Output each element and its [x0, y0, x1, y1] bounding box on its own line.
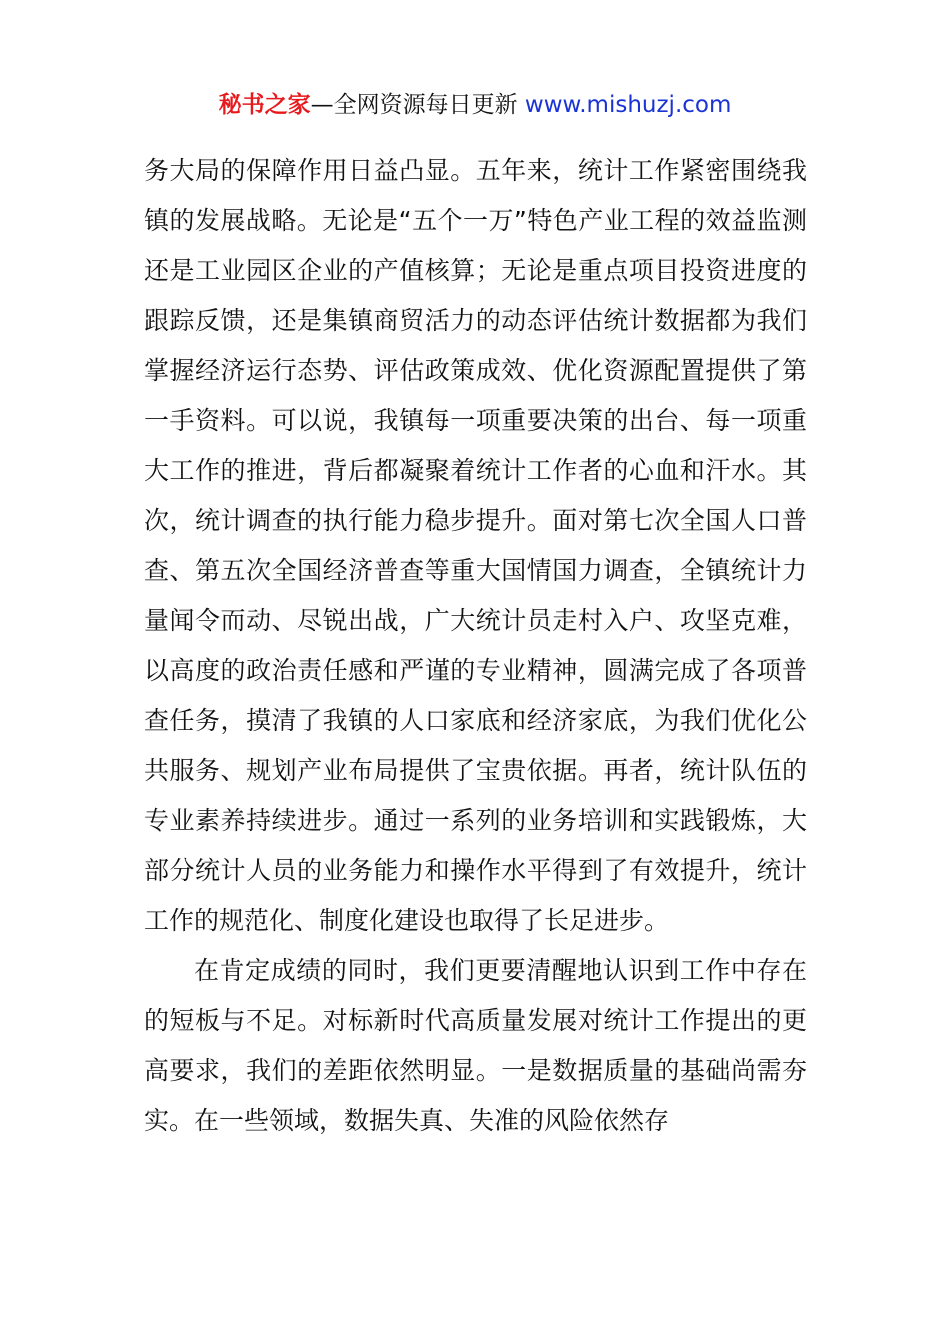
document-body [144, 146, 807, 1146]
site-name: 秘书之家 [218, 92, 311, 118]
site-url-link[interactable]: www.mishuzj.com [524, 92, 732, 118]
paragraph-achievements: 务大局的保障作用日益凸显。五年来，统计工作紧密围绕我镇的发展战略。无论是“五个一万”特色产业工程的效益监测还是工业园区企业的产值核算；无论是重点项目投资进度的跟踪反馈，还是集镇商贸活力的动态评估统计数据都为我们掌握经济运行态势、评估政策成效、优化资源配置提供了第一手资料。可以说，我镇每一项重要决策的出台、每一项重大工作的推进，背后都凝聚着统计工作者的心血和汗水。其次，统计调查的执行能力稳步提升。面对第七次全国人口普查、第五次全国经济普查等重大国情国力调查，全镇统计力量闻令而动、尽锐出战，广大统计员走村入户、攻坚克难，以高度的政治责任感和严谨的专业精神，圆满完成了各项普查任务，摸清了我镇的人口家底和经济家底，为我们优化公共服务、规划产业布局提供了宝贵依据。再者，统计队伍的专业素养持续进步。通过一系列的业务培训和实践锻炼，大部分统计人员的业务能力和操作水平得到了有效提升，统计工作的规范化、制度化建设也取得了长足进步。 [144, 156, 807, 935]
header-tagline: —全网资源每日更新 [310, 92, 525, 118]
page-header [0, 88, 950, 122]
paragraph-shortcomings: 在肯定成绩的同时，我们更要清醒地认识到工作中存在的短板与不足。对标新时代高质量发展对统计工作提出的更高要求，我们的差距依然明显。一是数据质量的基础尚需夯实。在一些领域，数据失真、失准的风险依然存 [144, 956, 807, 1135]
